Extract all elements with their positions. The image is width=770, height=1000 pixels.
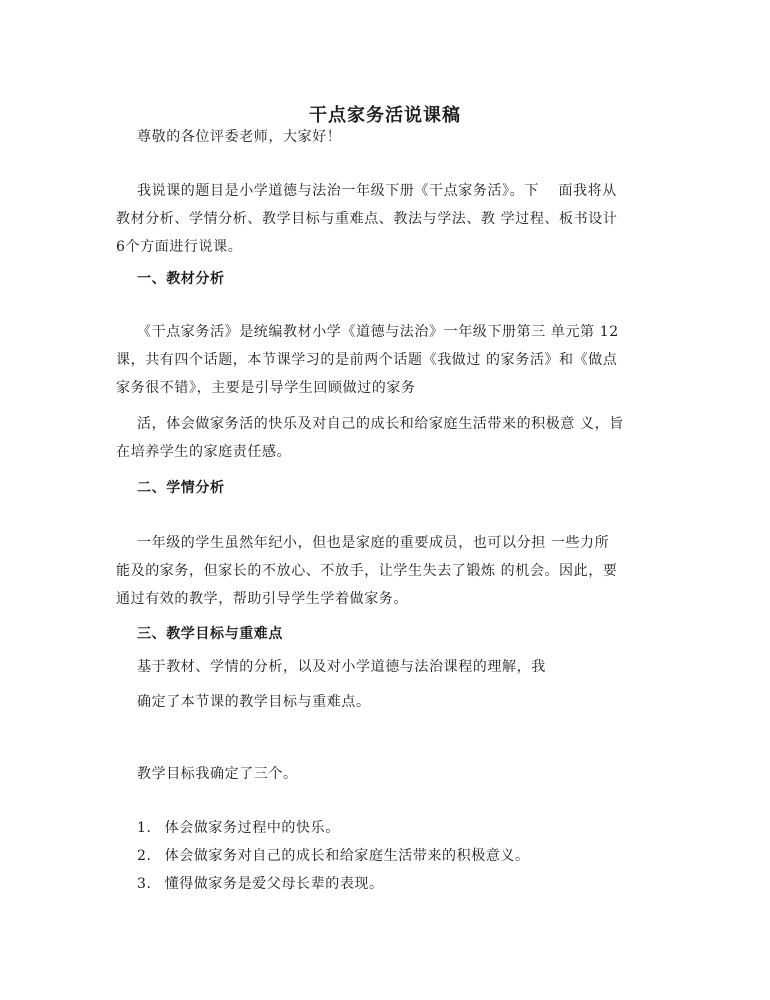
section2-para-line-2: 能及的家务，但家长的不放心、不放手，让学生失去了锻炼 的机会。因此，要 — [116, 563, 618, 579]
section1-para1-line-3: 家务很不错》，主要是引导学生回顾做过的家务 — [116, 380, 416, 396]
goal-number: 2. — [137, 848, 152, 864]
goal-item-2 — [137, 846, 530, 866]
greeting: 尊敬的各位评委老师，大家好！ — [137, 129, 342, 145]
section-heading-1: 一、教材分析 — [137, 271, 225, 287]
section2-para-line-3: 通过有效的教学，帮助引导学生学着做家务。 — [116, 591, 408, 607]
page-title: 干点家务活说课稿 — [309, 105, 461, 126]
goals-intro: 教学目标我确定了三个。 — [137, 766, 298, 782]
section1-para1-line-1: 《干点家务活》是统编教材小学《道德与法治》一年级下册第三 单元第 12 — [137, 324, 619, 340]
section3-para2: 确定了本节课的教学目标与重难点。 — [137, 694, 371, 710]
goal-text: 体会做家务对自己的成长和给家庭生活带来的积极意义。 — [164, 848, 530, 864]
goal-number: 3. — [137, 876, 152, 892]
goal-text: 懂得做家务是爱父母长辈的表现。 — [164, 876, 384, 892]
goal-item-3 — [137, 874, 384, 894]
goal-number: 1. — [137, 820, 152, 836]
intro-line-3: 6个方面进行说课。 — [116, 239, 243, 255]
section1-para1-line-2: 课，共有四个话题，本节课学习的是前两个话题《我做过 的家务活》和《做点 — [116, 352, 618, 368]
section1-para2-line-1: 活，体会做家务活的快乐及对自己的成长和给家庭生活带来的积极意 义，旨 — [137, 416, 624, 432]
section1-para2-line-2: 在培养学生的家庭责任感。 — [116, 444, 292, 460]
section-heading-2: 二、学情分析 — [137, 480, 225, 496]
intro-line-1: 我说课的题目是小学道德与法治一年级下册《干点家务活》。下 面我将从 — [137, 183, 617, 199]
goal-text: 体会做家务过程中的快乐。 — [164, 820, 340, 836]
section3-para1: 基于教材、学情的分析，以及对小学道德与法治课程的理解，我 — [137, 659, 546, 675]
section-heading-3: 三、教学目标与重难点 — [137, 626, 283, 642]
section2-para-line-1: 一年级的学生虽然年纪小，但也是家庭的重要成员，也可以分担 一些力所 — [137, 535, 610, 551]
goal-item-1 — [137, 818, 340, 838]
intro-line-2: 教材分析、学情分析、教学目标与重难点、教法与学法、教 学过程、板书设计 — [116, 211, 618, 227]
